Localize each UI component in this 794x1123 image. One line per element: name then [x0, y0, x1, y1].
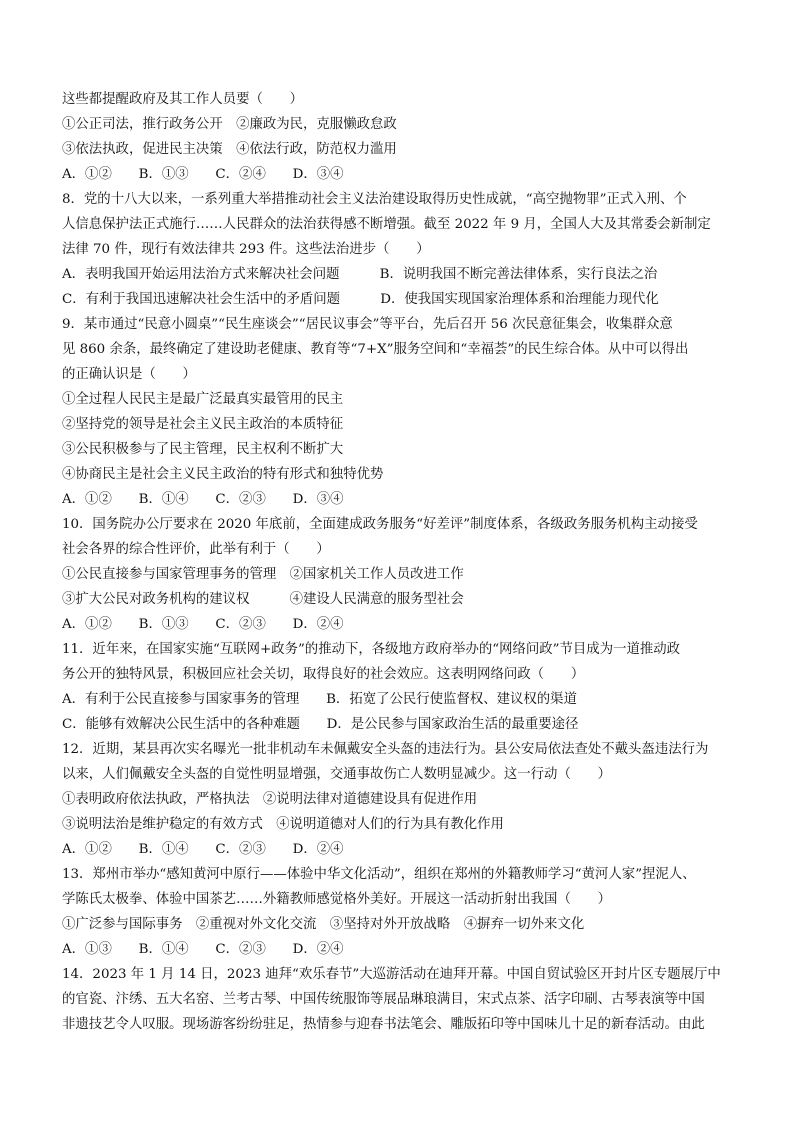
option-line: ③依法执政，促进民主决策 ④依法行政，防范权力滥用 [62, 142, 397, 157]
text-line: 这些都提醒政府及其工作人员要（ ） [62, 92, 304, 107]
answer-choices: A．①② B．①③ C．②③ D．②④ [62, 617, 344, 632]
option-line: ①全过程人民民主是最广泛最真实最管用的民主 [62, 392, 344, 407]
option-line: ②坚持党的领导是社会主义民主政治的本质特征 [62, 417, 344, 432]
text-line: 的官瓷、汴绣、五大名窑、兰考古琴、中国传统服饰等展品琳琅满目，宋式点茶、活字印刷、古琴表演等中国 [62, 992, 705, 1007]
question-9: 9．某市通过“民意小圆桌”“民生座谈会”“居民议事会”等平台，先后召开 56 次民意征集会，收集群众意 [62, 317, 673, 332]
text-line: 以来，人们佩戴安全头盔的自觉性明显增强，交通事故伤亡人数明显减少。这一行动（ ） [62, 767, 612, 782]
question-11: 11．近年来，在国家实施“互联网+政务”的推动下，各级地方政府举办的“网络问政”节目成为一道推动政 [62, 642, 681, 657]
option-line: ①公正司法，推行政务公开 ②廉政为民，克服懒政怠政 [62, 117, 397, 132]
answer-choices: A．①② B．①③ C．②④ D．③④ [62, 167, 344, 182]
text-line: 社会各界的综合性评价，此举有利于（ ） [62, 542, 330, 557]
answer-choices: A．①② B．①④ C．②③ D．③④ [62, 492, 344, 507]
answer-choices: A．①③ B．①④ C．②③ D．②④ [62, 942, 344, 957]
answer-choices: C．能够有效解决公民生活中的各种难题 D．是公民参与国家政治生活的最重要途径 [62, 717, 579, 732]
question-10: 10．国务院办公厅要求在 2020 年底前，全面建成政务服务“好差评”制度体系，各级政务服务机构主动接受 [62, 517, 698, 532]
text-line: 法律 70 件，现行有效法律共 293 件。这些法治进步（ ） [62, 242, 430, 257]
option-line: ④协商民主是社会主义民主政治的特有形式和独特优势 [62, 467, 384, 482]
option-line: ①公民直接参与国家管理事务的管理 ②国家机关工作人员改进工作 [62, 567, 464, 582]
answer-choices: A．有利于公民直接参与国家事务的管理 B．拓宽了公民行使监督权、建议权的渠道 [62, 692, 577, 707]
question-8: 8．党的十八大以来，一系列重大举措推动社会主义法治建设取得历史性成就，“高空抛物罪”正式入刑、个 [62, 192, 687, 207]
option-line: ①表明政府依法执政，严格执法 ②说明法律对道德建设具有促进作用 [62, 792, 478, 807]
option-line: ③说明法治是维护稳定的有效方式 ④说明道德对人们的行为具有教化作用 [62, 817, 504, 832]
option-line: ③扩大公民对政务机构的建议权 ④建设人民满意的服务型社会 [62, 592, 464, 607]
text-line: 非遗技艺令人叹服。现场游客纷纷驻足，热情参与迎春书法笔会、雕版拓印等中国味儿十足的新春活动。由此 [62, 1017, 705, 1032]
answer-choices: A．①② B．①④ C．②③ D．②④ [62, 842, 344, 857]
question-13: 13．郑州市举办“感知黄河中原行——体验中华文化活动”，组织在郑州的外籍教师学习“黄河人家”捏泥人、 [62, 867, 696, 882]
option-line: ①广泛参与国际事务 ②重视对外文化交流 ③坚持对外开放战略 ④摒弃一切外来文化 [62, 917, 585, 932]
question-12: 12．近期，某县再次实名曝光一批非机动车未佩戴安全头盔的违法行为。县公安局依法查处不戴头盔违法行为 [62, 742, 709, 757]
option-line: ③公民积极参与了民主管理，民主权利不断扩大 [62, 442, 344, 457]
text-line: 务公开的独特风景，积极回应社会关切，取得良好的社会效应。这表明网络问政（ ） [62, 667, 585, 682]
text-line: 学陈氏太极拳、体验中国茶艺……外籍教师感觉格外美好。开展这一活动折射出我国（ ） [62, 892, 612, 907]
text-line: 的正确认识是（ ） [62, 367, 196, 382]
answer-choices: A．表明我国开始运用法治方式来解决社会问题 B．说明我国不断完善法律体系，实行良法之治 [62, 267, 658, 282]
text-line: 人信息保护法正式施行……人民群众的法治获得感不断增强。截至 2022 年 9 月，全国人大及其常委会新制定 [62, 217, 711, 232]
answer-choices: C．有利于我国迅速解决社会生活中的矛盾问题 D．使我国实现国家治理体系和治理能力现代化 [62, 292, 659, 307]
question-14: 14．2023 年 1 月 14 日，2023 迪拜“欢乐春节”大巡游活动在迪拜开幕。中国自贸试验区开封片区专题展厅中 [62, 967, 721, 982]
text-line: 见 860 余条，最终确定了建设助老健康、教育等“7+X”服务空间和“幸福荟”的民生综合体。从中可以得出 [62, 342, 689, 357]
